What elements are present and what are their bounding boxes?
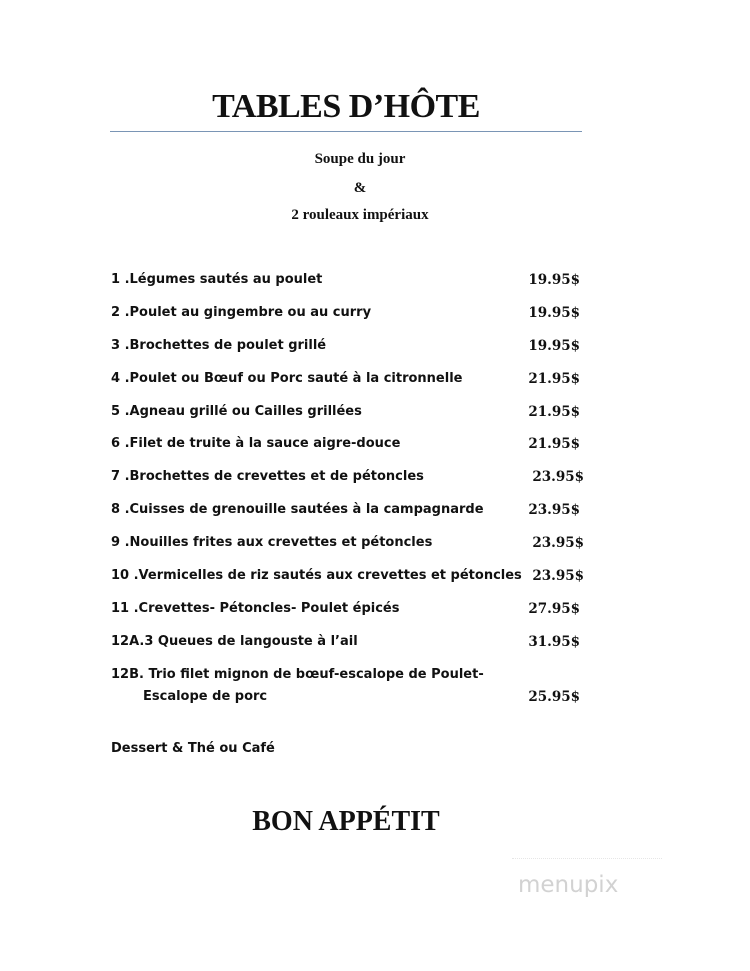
menu-item-name: 3 .Brochettes de poulet grillé [111,338,327,353]
menu-item-name: 12A.3 Queues de langouste à l’ail [111,634,358,649]
menu-item-price: 21.95$ [528,404,580,420]
menu-item-name: 5 .Agneau grillé ou Cailles grillées [111,404,362,419]
watermark-divider [512,858,662,859]
menu-item-name: 8 .Cuisses de grenouille sautées à la campagnarde [111,502,484,517]
menu-item-name: 9 .Nouilles frites aux crevettes et pétoncles [111,535,433,550]
closing-title: BON APPÉTIT [252,806,440,837]
menu-item-price: 19.95$ [528,338,580,354]
menu-item-name: 6 .Filet de truite à la sauce aigre-douce [111,436,401,451]
menu-item-name: 11 .Crevettes- Pétoncles- Poulet épicés [111,601,400,616]
menu-item-name: 10 .Vermicelles de riz sautés aux crevettes et pétoncles [111,568,522,583]
menu-item-name: 4 .Poulet ou Bœuf ou Porc sauté à la citronnelle [111,371,463,386]
menu-item-price: 21.95$ [528,436,580,452]
intro-ampersand: & [353,180,367,196]
menu-item-price: 23.95$ [532,535,584,551]
menu-item-price: 19.95$ [528,305,580,321]
menu-title: TABLES D’HÔTE [212,88,480,125]
included-extras: Dessert & Thé ou Café [111,741,275,756]
menu-item-price: 31.95$ [528,634,580,650]
menu-item-name: 12B. Trio filet mignon de bœuf-escalope de Poulet- [111,667,484,682]
menu-item-price: 23.95$ [528,502,580,518]
menu-item-price: 27.95$ [528,601,580,617]
menu-item-name: 1 .Légumes sautés au poulet [111,272,323,287]
menu-item-name: 2 .Poulet au gingembre ou au curry [111,305,372,320]
title-divider [110,131,582,132]
menu-item-price: 21.95$ [528,371,580,387]
menu-item-continuation: Escalope de porc [143,689,268,704]
menu-item-name: 7 .Brochettes de crevettes et de pétoncles [111,469,424,484]
menu-item-price: 23.95$ [532,469,584,485]
menu-item-price: 19.95$ [528,272,580,288]
menu-item-price: 25.95$ [528,689,580,705]
intro-rolls: 2 rouleaux impériaux [291,207,429,223]
intro-soup: Soupe du jour [314,151,406,167]
watermark-logo: menupix [518,872,619,898]
menu-item-price: 23.95$ [532,568,584,584]
